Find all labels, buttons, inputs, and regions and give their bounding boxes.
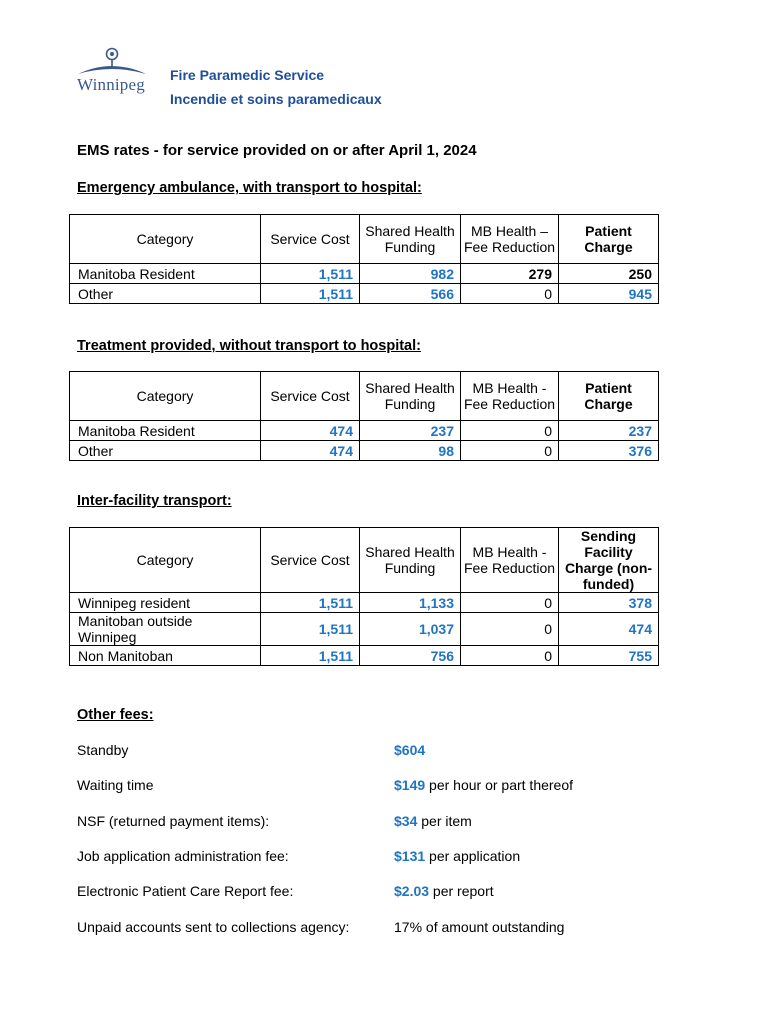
header-cell: Patient Charge [559,215,659,264]
header-cell: MB Health - Fee Reduction [461,528,559,593]
header-cell: Shared Health Funding [360,215,461,264]
charge-cell: 237 [559,421,659,441]
fee-label: Unpaid accounts sent to collections agency: [77,919,350,935]
cost-cell: 1,511 [261,593,360,613]
department-name-en: Fire Paramedic Service [170,67,325,83]
fee-unit: 17% of amount outstanding [394,919,565,935]
fee-value [394,742,425,758]
cost-cell: 1,511 [261,646,360,666]
header-cell: Patient Charge [559,372,659,421]
charge-cell: 945 [559,284,659,304]
reduction-cell: 0 [461,421,559,441]
fee-label: NSF (returned payment items): [77,813,270,829]
table-row [70,441,659,461]
header-cell: Category [70,528,261,593]
header-cell: MB Health – Fee Reduction [461,215,559,264]
table-header-row [70,215,659,264]
section-heading-treatment: Treatment provided, without transport to hospital: [77,338,421,354]
section-heading-emergency: Emergency ambulance, with transport to hospital: [77,180,422,196]
cost-cell: 1,511 [261,264,360,284]
funding-cell: 1,133 [360,593,461,613]
fee-unit: per hour or part thereof [425,777,574,793]
inter-facility-rates-table [69,527,659,666]
reduction-cell: 0 [461,613,559,646]
section-heading-inter-facility: Inter-facility transport: [77,493,232,509]
reduction-cell: 279 [461,264,559,284]
category-cell: Manitoba Resident [70,264,261,284]
fee-amount: $2.03 [394,883,430,899]
charge-cell: 474 [559,613,659,646]
table-row [70,646,659,666]
reduction-cell: 0 [461,646,559,666]
fee-unit: per report [429,883,494,899]
fee-value [394,883,494,899]
reduction-cell: 0 [461,441,559,461]
cost-cell: 1,511 [261,613,360,646]
fee-value [394,848,520,864]
category-cell: Other [70,441,261,461]
funding-cell: 756 [360,646,461,666]
fee-unit: per item [417,813,472,829]
funding-cell: 982 [360,264,461,284]
reduction-cell: 0 [461,593,559,613]
emergency-rates-table [69,214,659,304]
header-cell: Service Cost [261,215,360,264]
section-heading-other-fees: Other fees: [77,707,154,723]
funding-cell: 566 [360,284,461,304]
fee-label: Standby [77,742,129,758]
header-cell: MB Health - Fee Reduction [461,372,559,421]
fee-amount: $604 [394,742,426,758]
table-row [70,284,659,304]
fee-value [394,813,472,829]
funding-cell: 1,037 [360,613,461,646]
fee-amount: $34 [394,813,418,829]
table-row [70,421,659,441]
page-title: EMS rates - for service provided on or after April 1, 2024 [77,142,477,159]
category-cell: Winnipeg resident [70,593,261,613]
header-cell: Category [70,215,261,264]
header-cell: Service Cost [261,372,360,421]
category-cell: Other [70,284,261,304]
category-cell: Manitoban outside Winnipeg [70,613,261,646]
header-cell: Shared Health Funding [360,528,461,593]
logo-text: Winnipeg [77,75,145,94]
fee-value [394,919,564,935]
fee-value [394,777,573,793]
charge-cell: 250 [559,264,659,284]
header-cell: Sending Facility Charge (non-funded) [559,528,659,593]
charge-cell: 378 [559,593,659,613]
charge-cell: 755 [559,646,659,666]
cost-cell: 474 [261,421,360,441]
funding-cell: 98 [360,441,461,461]
cost-cell: 474 [261,441,360,461]
fee-amount: $131 [394,848,426,864]
fee-label: Job application administration fee: [77,848,289,864]
cost-cell: 1,511 [261,284,360,304]
fee-label: Waiting time [77,777,154,793]
funding-cell: 237 [360,421,461,441]
department-name-fr: Incendie et soins paramedicaux [170,91,382,107]
table-header-row [70,528,659,593]
header-cell: Category [70,372,261,421]
header-cell: Shared Health Funding [360,372,461,421]
table-row [70,613,659,646]
fee-unit: per application [425,848,521,864]
table-row [70,264,659,284]
category-cell: Manitoba Resident [70,421,261,441]
header-cell: Service Cost [261,528,360,593]
fee-label: Electronic Patient Care Report fee: [77,883,294,899]
charge-cell: 376 [559,441,659,461]
fee-amount: $149 [394,777,426,793]
treatment-rates-table [69,371,659,461]
category-cell: Non Manitoban [70,646,261,666]
table-row [70,593,659,613]
reduction-cell: 0 [461,284,559,304]
table-header-row [70,372,659,421]
